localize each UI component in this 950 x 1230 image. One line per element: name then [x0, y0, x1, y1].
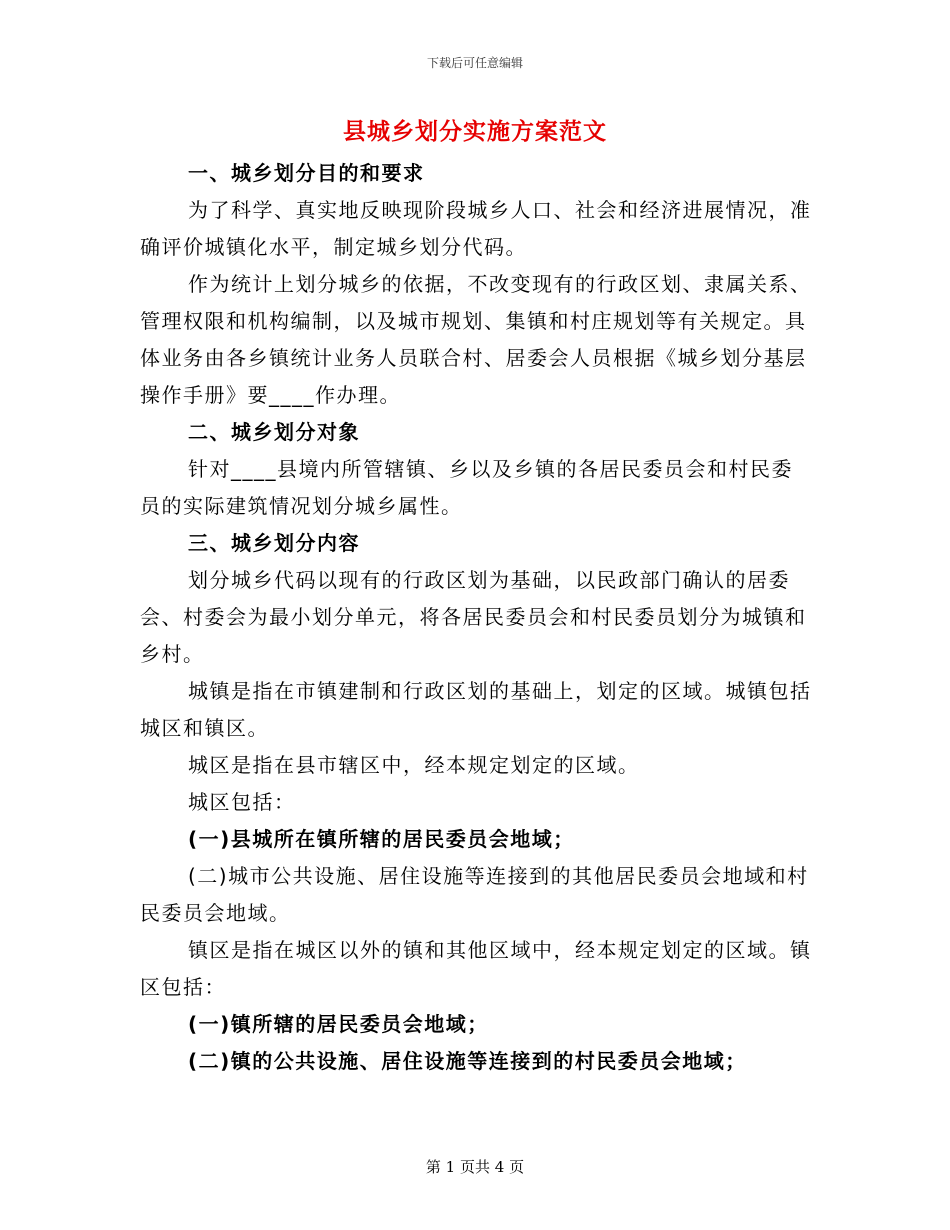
paragraph-8: 城镇是指在市镇建制和行政区划的基础上，划定的区域。城镇包括城区和镇区。: [140, 679, 812, 740]
paragraph-2: 为了科学、真实地反映现阶段城乡人口、社会和经济进展情况，准确评价城镇化水平，制定城乡划分代码。: [140, 198, 812, 259]
paragraph-3: 作为统计上划分城乡的依据，不改变现有的行政区划、隶属关系、管理权限和机构编制，以及城市规划、集镇和村庄规划等有关规定。具体业务由各乡镇统计业务人员联合村、居委会人员根据《城乡划分基层操作手册》要____作办理。: [140, 272, 812, 407]
paragraph-1: 一、城乡划分目的和要求: [188, 161, 425, 185]
paragraph-11: (一)县城所在镇所辖的居民委员会地域；: [188, 827, 575, 851]
page-footer: 第 1 页共 4 页: [425, 1158, 525, 1176]
paragraph-10: 城区包括：: [188, 790, 296, 814]
paragraph-15: (二)镇的公共设施、居住设施等连接到的村民委员会地域；: [188, 1049, 747, 1073]
paragraph-4: 二、城乡划分对象: [188, 420, 360, 444]
paragraph-6: 三、城乡划分内容: [188, 531, 360, 555]
paragraph-12: (二)城市公共设施、居住设施等连接到的其他居民委员会地域和村民委员会地域。: [140, 864, 809, 925]
paragraph-7: 划分城乡代码以现有的行政区划为基础，以民政部门确认的居委会、村委会为最小划分单元，将各居民委员会和村民委员划分为城镇和乡村。: [140, 568, 807, 666]
paragraph-14: (一)镇所辖的居民委员会地域；: [188, 1012, 489, 1036]
document-body: [140, 155, 812, 1080]
header-note: 下载后可任意编辑: [426, 56, 523, 70]
paragraph-5: 针对____县境内所管辖镇、乡以及乡镇的各居民委员会和村民委员的实际建筑情况划分城乡属性。: [140, 457, 793, 518]
document-title: 县城乡划分实施方案范文: [343, 119, 607, 145]
paragraph-9: 城区是指在县市辖区中，经本规定划定的区域。: [188, 753, 640, 777]
paragraph-13: 镇区是指在城区以外的镇和其他区域中，经本规定划定的区域。镇区包括：: [140, 938, 812, 999]
